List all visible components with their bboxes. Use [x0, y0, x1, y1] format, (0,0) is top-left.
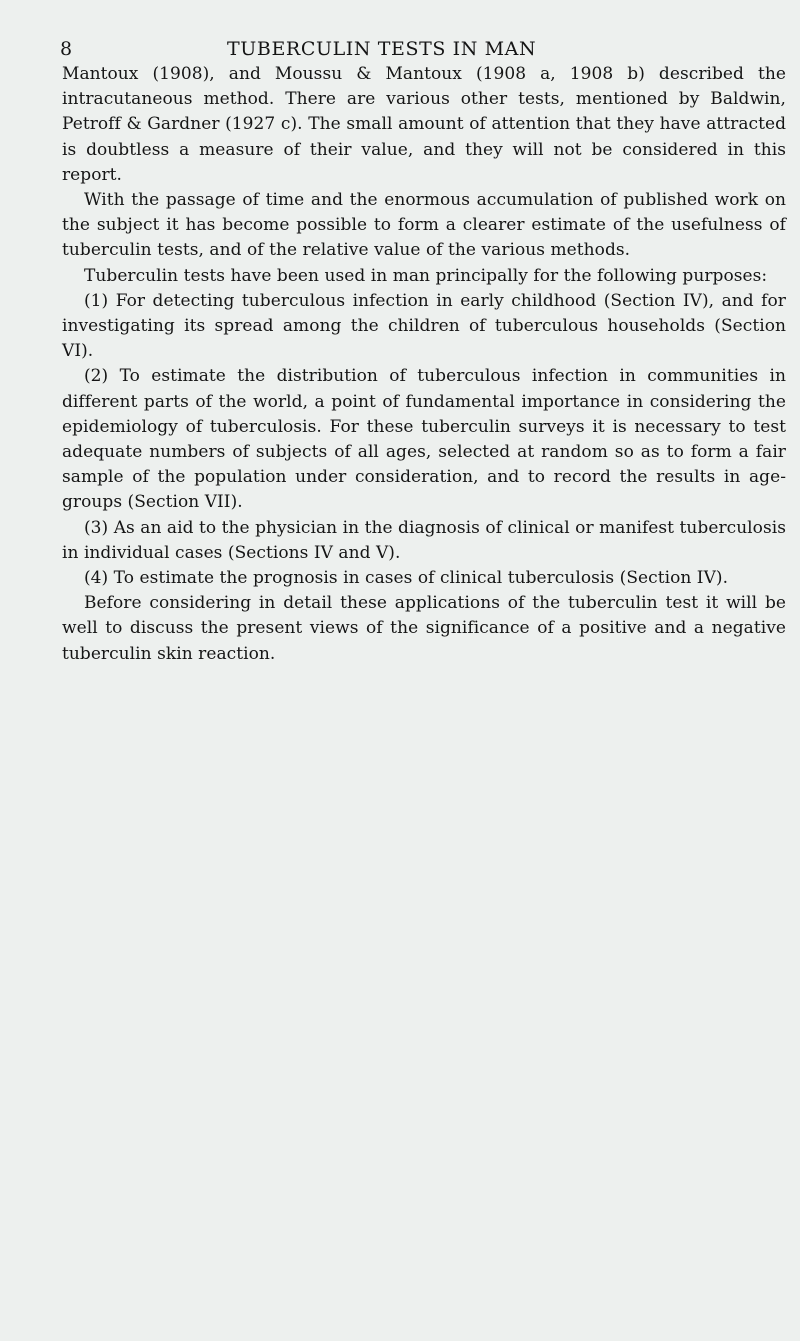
- page-number: 8: [60, 38, 73, 60]
- purpose-item-2: (2) To estimate the distribution of tuberculous infection in communities in different parts of the world, a point of fundamental importance in considering the epidemiology of tuberculosis. For these tuberculin surveys it is necessary to test adequate numbers of subjects of all ages, selected at random so as to form a fair sample of the population under consideration, and to record the results in age-groups (Section VII).: [62, 366, 786, 513]
- purpose-item-4: (4) To estimate the prognosis in cases of clinical tuberculosis (Section IV).: [84, 568, 729, 589]
- purpose-item-1: (1) For detecting tuberculous infection in early childhood (Section IV), and for investigating its spread among the children of tuberculous households (Section VI).: [62, 290, 786, 362]
- purpose-item-3: (3) As an aid to the physician in the diagnosis of clinical or manifest tuberculosis in individual cases (Sections IV and V).: [62, 517, 786, 563]
- paragraph-published-work: With the passage of time and the enormous accumulation of published work on the subject it has become possible to form a clearer estimate of the usefulness of tuberculin tests, and of the relative value of the various methods.: [62, 190, 786, 261]
- running-header: [0, 36, 786, 66]
- paragraph-purposes-intro: Tuberculin tests have been used in man principally for the following purposes:: [84, 265, 768, 286]
- paragraph-intracutaneous-method: Mantoux (1908), and Moussu & Mantoux (1908 a, 1908 b) described the intracutaneous method. There are various other tests, mentioned by Baldwin, Petroff & Gardner (1927 c). The small amount of attention that they have attracted is doubtless a measure of their value, and they will not be considered in this report.: [62, 64, 786, 185]
- running-title: TUBERCULIN TESTS IN MAN: [227, 38, 537, 60]
- document-page: [62, 36, 786, 667]
- paragraph-significance: Before considering in detail these applications of the tuberculin test it will be well to discuss the present views of the significance of a positive and a negative tuberculin skin reaction.: [62, 593, 786, 664]
